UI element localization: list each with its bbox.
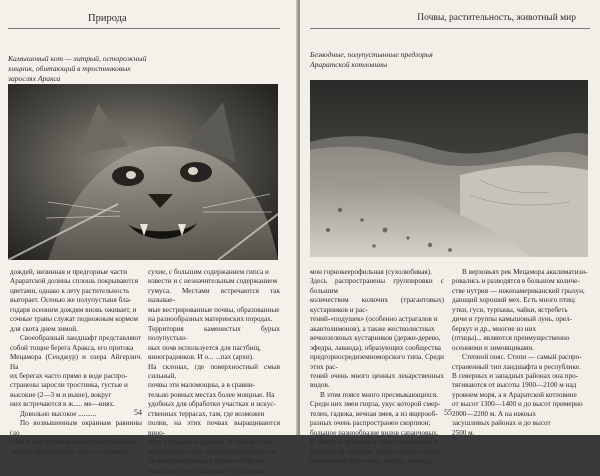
text-line: разных очень распространен скорпион; xyxy=(310,419,431,428)
text-line: уровнем моря, а в Араратской котловине xyxy=(452,390,577,399)
cat-photo-image xyxy=(8,84,278,260)
text-line: тений очень много ценных лекарственных видов. xyxy=(310,371,444,390)
text-line: удобных для обработки участках и искус- xyxy=(148,400,276,409)
text-line: дичи и группы камышовый лунь, орел- xyxy=(452,315,572,324)
text-line: собой тощие берега Аракса, его притока xyxy=(10,343,134,352)
text-line: их берегах часто прямо в воде распро- xyxy=(10,371,128,380)
text-line: на разнообразных материнских породах. xyxy=(148,315,273,324)
text-line: для скота днем зимой. xyxy=(10,324,78,333)
cat-photo xyxy=(8,84,278,260)
text-line: акантолимонов), а также жестколистных xyxy=(310,324,435,333)
page-number-right: 55 xyxy=(444,408,452,417)
text-line: сухие, с большим содержанием гипса и xyxy=(148,268,269,276)
text-line: виноградников. И о... ...пах (архи). xyxy=(148,353,254,362)
text-line: гумуса. Местами встречаются так называе- xyxy=(148,286,280,305)
text-line: вечнозеленых кустарников (держи-дерево, xyxy=(310,334,441,343)
text-line: камышовый кот, шакал, иногда леопард. xyxy=(310,457,434,466)
text-line: от высот 1300—1400 и до высот примерно xyxy=(452,400,583,409)
right-text-col2 xyxy=(452,268,588,438)
text-line: 1400 м над уровнем моря) развиты более xyxy=(10,438,136,447)
left-text-col1 xyxy=(10,268,142,457)
caption-left: Камышовый кот — хитрый, осторожный хищник, обитающий в тростниковых зарослях Аракса xyxy=(8,54,147,83)
text-line: В этом поясе много пресмыкающихся. xyxy=(320,390,438,399)
right-text-col1 xyxy=(310,268,444,467)
landscape-photo-image xyxy=(310,80,588,257)
text-line: ровались и разводятся в большом количе- xyxy=(452,277,580,286)
text-line: стве нутрия — южноамериканский грызун, xyxy=(452,286,585,295)
text-line: полив, на этих почвах выращиваются вино- xyxy=(148,419,280,437)
landscape-photo xyxy=(310,80,588,257)
text-line: Довольно высокое .......... xyxy=(20,409,97,418)
text-line: темные бурые почвы. Они в основном xyxy=(10,447,128,456)
text-line: тягиваются от высоты 1900—2100 м над xyxy=(452,381,577,390)
text-line: извести и с незначительным содержанием xyxy=(148,277,278,286)
text-line: В верховьях рек Мецамора акклиматизи- xyxy=(462,268,588,276)
text-line: дождей, низинная и предгорные части xyxy=(10,268,128,276)
text-line: развиты полупустынные и пустынные xyxy=(148,466,266,475)
text-line: По возвышенным окраинам равнины (до xyxy=(10,419,142,437)
text-line: Мецамора (Сенджур) и озера Айгерлич. На xyxy=(10,353,142,371)
text-line: 2000—2200 м. А на южных xyxy=(452,409,537,418)
text-line: мон горнокеерофильная (сухолюбивая). xyxy=(310,268,432,276)
header-rule-right xyxy=(310,28,590,29)
left-text-col2 xyxy=(148,268,280,476)
text-line: почвы эти маломощны, а в сравни- xyxy=(148,381,256,390)
text-line: Территория каменистых бурых полупустын- xyxy=(148,324,280,343)
text-line: страненный тип ландшафта в республике. xyxy=(452,362,581,371)
text-line: Здесь распространены группировки с большим xyxy=(310,277,444,295)
text-line: град и плодовые деревья. В этой же зоне, xyxy=(148,438,275,447)
text-line: мые вестрированные почвы, образованные xyxy=(148,305,280,314)
text-line: тений-«подушек» (особенно астрагалов и xyxy=(310,315,438,324)
text-line: Степной пояс. Степи — самый распро- xyxy=(462,353,582,362)
text-line: засушливых районах и до высот xyxy=(452,419,551,428)
text-line: (птицы)... являются преимущественно xyxy=(452,334,570,343)
text-line: тераппы. В зарослях Аракса бродят кабан, xyxy=(310,447,440,456)
text-line: предгорносредиземноморского типа. Среди этих рас- xyxy=(310,353,444,371)
running-head-right: Почвы, растительность, животный мир xyxy=(417,13,576,23)
text-line: утки, гуси, турпаны, чайки, ястребеть xyxy=(452,305,568,314)
text-line: осенними и зимовщиками. xyxy=(452,343,534,352)
text-line: них встречаются в ж..... ме—виях. xyxy=(10,400,115,409)
text-line: Араратской долины сплошь покрываются xyxy=(10,277,139,286)
caption-right: Безводные, полупустынные предгорья Араратской котловины xyxy=(310,50,433,69)
header-rule-left xyxy=(8,28,280,29)
text-line: дающий хороший мех. Есть много птиц: xyxy=(452,296,576,305)
text-line: странены заросли тростника, густые и xyxy=(10,381,128,390)
text-line: ных почв используется для пастбищ, xyxy=(148,343,261,352)
text-line: высокие (2—3 м и выше), вокруг xyxy=(10,390,112,399)
page-number-left: 54 xyxy=(134,408,142,417)
text-line: В северных и западных районах она про- xyxy=(452,371,579,380)
left-page xyxy=(0,0,298,475)
text-line: телен, гадюка, вечная змея, а из ящерооб- xyxy=(310,409,438,418)
text-line: выгорает. Осенью же полупустыня бла- xyxy=(10,296,132,305)
text-line: в восточной части Араратской равнины и xyxy=(148,447,275,456)
running-head-left: Природа xyxy=(88,13,127,24)
text-line: Среди них змеи гюрза, укус которой смер- xyxy=(310,400,441,409)
text-line: 2500 м. xyxy=(452,428,475,437)
text-line: годаря осенним дождям вновь оживает, и xyxy=(10,305,137,314)
text-line: сочные травы служат подножным кормом xyxy=(10,315,138,324)
text-line: На склонах, где поверхностный смыв сильный, xyxy=(148,362,280,380)
text-line: тельно ровных местах более мощные. На xyxy=(148,390,275,399)
right-page xyxy=(300,0,600,466)
text-line: беркут и др., многие из них xyxy=(452,324,537,333)
text-line: на юге республики, в Ерасхе и Мегри, xyxy=(148,457,265,466)
text-line: Своеобразный ландшафт представляют xyxy=(20,334,142,343)
text-line: количеством колючих (трагантовых) кустарников и рас- xyxy=(310,296,444,314)
text-line: цветами, однако к лету растительность xyxy=(10,286,130,295)
text-line: эфедра, лаванда), образующих сообщества xyxy=(310,343,441,352)
text-line: ственных террасах, там, где возможен xyxy=(148,409,265,418)
text-line: В Мегри встречаются также наломинки и xyxy=(310,438,438,447)
text-line: большое разнообразие видов саранчовых. xyxy=(310,428,439,437)
